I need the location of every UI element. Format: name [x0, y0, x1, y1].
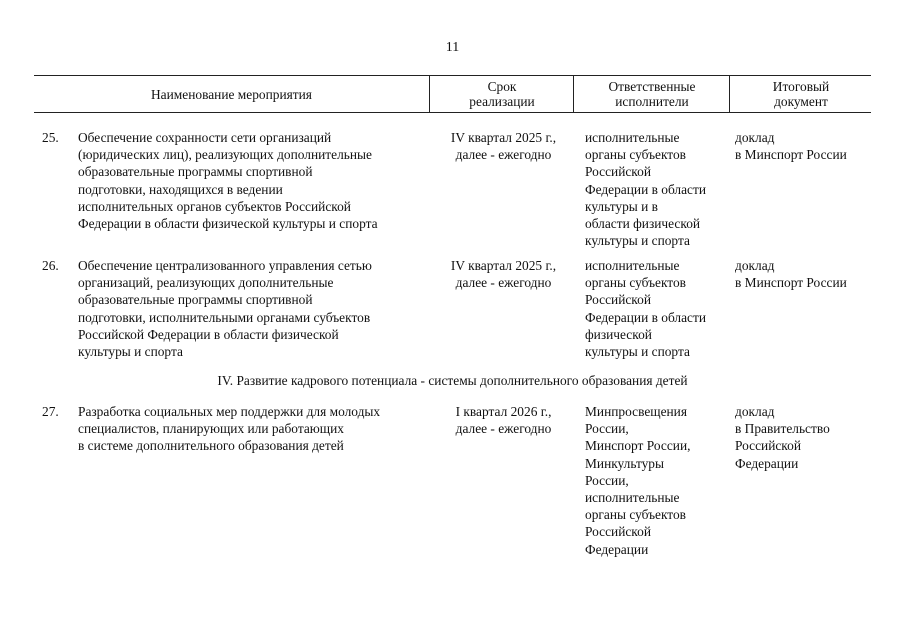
table-header: [34, 75, 871, 113]
final-document: доклад в Правительство Российской Федерации: [735, 404, 830, 471]
implementation-term: IV квартал 2025 г., далее - ежегодно: [450, 258, 557, 291]
row-number: 26.: [42, 258, 59, 273]
activity-name: Обеспечение сохранности сети организаций (юридических лиц), реализующих дополнительные образовательные программы спортивной подготовки, находящихся в ведении исполнительных органов субъектов Российской Федерации в области физической культуры и спорта: [78, 130, 378, 232]
final-document: доклад в Минспорт России: [735, 258, 847, 291]
implementation-term: I квартал 2026 г., далее - ежегодно: [455, 404, 552, 437]
header-term: Срок реализации: [429, 76, 574, 112]
header-name: Наименование мероприятия: [151, 86, 312, 102]
row-number: 25.: [42, 130, 59, 145]
row-number: 27.: [42, 404, 59, 419]
section-title: IV. Развитие кадрового потенциала - системы дополнительного образования детей: [217, 373, 688, 388]
header-document: Итоговый документ: [729, 76, 872, 112]
responsible-executors: Минпросвещения России, Минспорт России, Минкультуры России, исполнительные органы субъектов Российской Федерации: [585, 404, 691, 557]
responsible-executors: исполнительные органы субъектов Российской Федерации в области культуры и в области физической культуры и спорта: [585, 130, 707, 249]
page-number: 11: [445, 40, 460, 55]
responsible-executors: исполнительные органы субъектов Российской Федерации в области физической культуры и спорта: [585, 258, 707, 360]
activity-name: Обеспечение централизованного управления сетью организаций, реализующих дополнительные образовательные программы спортивной подготовки, исполнительными органами субъектов Российской Федерации в области физической культуры и спорта: [78, 258, 372, 360]
activity-name: Разработка социальных мер поддержки для молодых специалистов, планирующих или работающих в системе дополнительного образования детей: [78, 404, 381, 454]
final-document: доклад в Минспорт России: [735, 130, 847, 163]
implementation-term: IV квартал 2025 г., далее - ежегодно: [450, 130, 557, 163]
header-responsible: Ответственные исполнители: [573, 76, 730, 112]
